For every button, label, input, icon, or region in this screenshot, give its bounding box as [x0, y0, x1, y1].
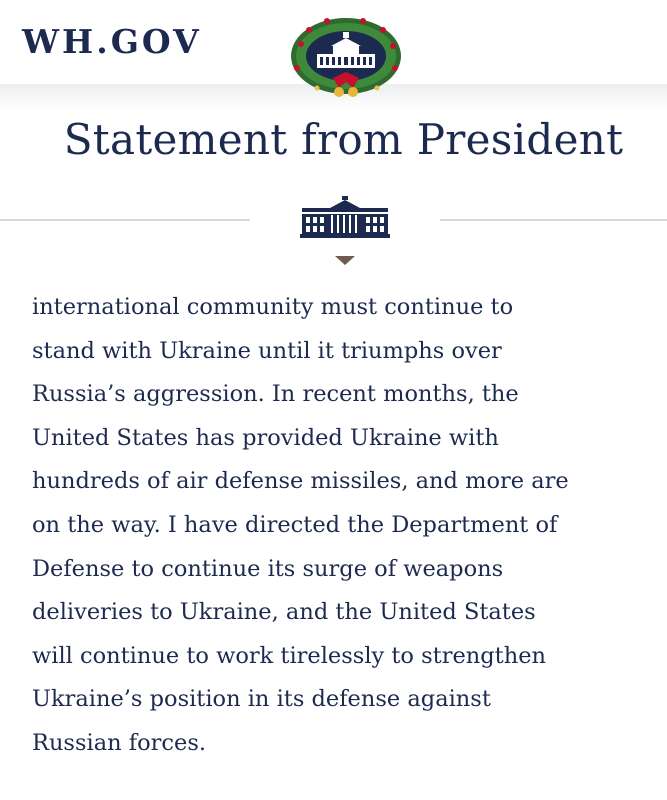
page-title: Statement from President: [63, 115, 624, 164]
divider-right: [440, 219, 667, 221]
caret-down-icon: [335, 256, 355, 265]
body-line: Russian forces.: [32, 729, 207, 756]
body-line: on the way. I have directed the Department of: [32, 511, 558, 538]
body-line: deliveries to Ukraine, and the United States: [32, 599, 536, 626]
body-line: Ukraine’s position in its defense against: [32, 686, 491, 713]
body-line: hundreds of air defense missiles, and more are: [32, 468, 569, 495]
site-logo[interactable]: WH.GOV: [22, 22, 202, 61]
body-line: international community must continue to: [32, 294, 514, 320]
white-house-wreath-icon: [287, 16, 405, 100]
statement-body: [32, 286, 647, 766]
white-house-icon: [300, 196, 390, 238]
body-line: Russia’s aggression. In recent months, the: [32, 381, 519, 408]
divider-left: [0, 219, 250, 221]
body-line: will continue to work tirelessly to strengthen: [32, 642, 547, 669]
body-line: United States has provided Ukraine with: [32, 424, 499, 451]
body-line: stand with Ukraine until it triumphs over: [32, 337, 502, 364]
body-line: Defense to continue its surge of weapons: [32, 555, 504, 582]
